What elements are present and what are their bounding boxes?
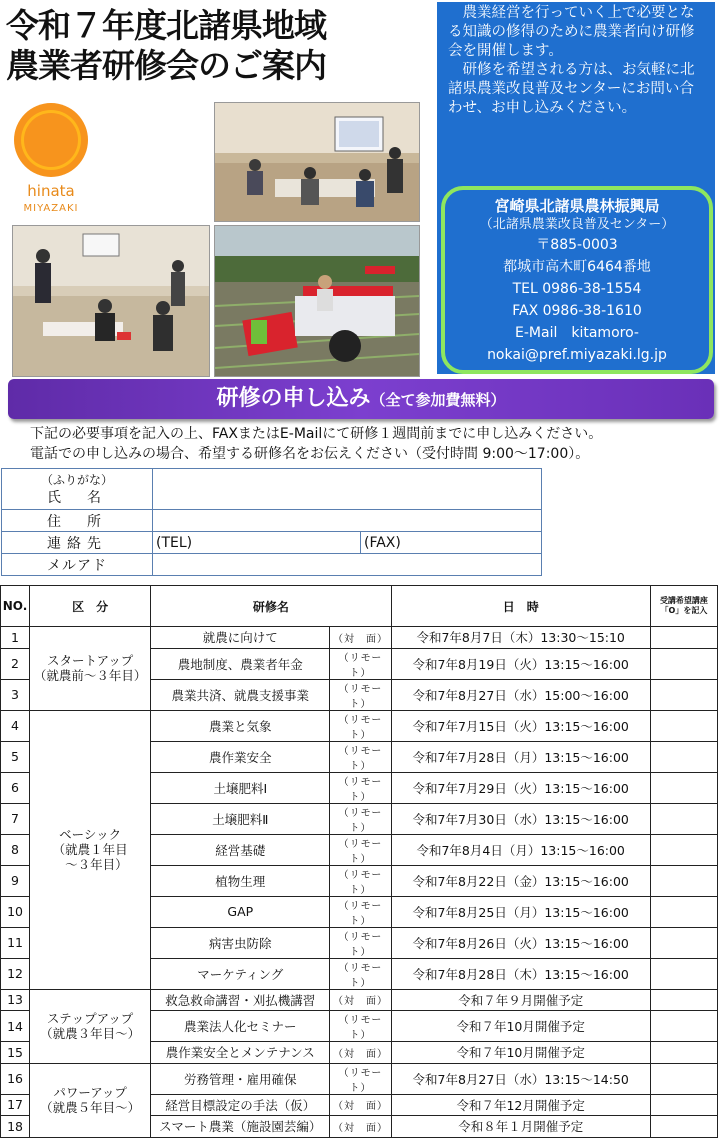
course-apply-cell[interactable] xyxy=(650,679,717,710)
course-mode: （リモート） xyxy=(330,865,391,896)
course-date: 令和７年９月開催予定 xyxy=(391,989,650,1011)
instructions xyxy=(30,424,710,464)
fax-field[interactable] xyxy=(361,532,542,554)
course-apply-cell[interactable] xyxy=(650,1011,717,1042)
course-date: 令和７年12月開催予定 xyxy=(391,1094,650,1116)
course-name: GAP xyxy=(151,896,330,927)
furigana-label: （ふりがな） xyxy=(40,473,113,487)
course-apply-cell[interactable] xyxy=(650,1116,717,1138)
course-name: 農作業安全とメンテナンス xyxy=(151,1042,330,1064)
mail-label: メルアド xyxy=(2,554,153,576)
fax-label: (FAX) xyxy=(364,534,401,551)
tel-label: (TEL) xyxy=(156,534,193,551)
course-no: 18 xyxy=(1,1116,30,1138)
svg-text:MIYAZAKI: MIYAZAKI xyxy=(23,203,79,214)
course-date: 令和7年7月28日（月）13:15〜16:00 xyxy=(391,741,650,772)
course-category: スタートアップ （就農前〜３年目） xyxy=(30,627,151,711)
banner-title: 研修の申し込み xyxy=(216,386,371,411)
course-name: 農業法人化セミナー xyxy=(151,1011,330,1042)
tel-field[interactable] xyxy=(153,532,361,554)
name-field[interactable] xyxy=(153,469,542,510)
title-line-2: 農業者研修会のご案内 xyxy=(6,46,326,85)
course-apply-cell[interactable] xyxy=(650,927,717,958)
course-name: 病害虫防除 xyxy=(151,927,330,958)
course-mode: （対 面） xyxy=(330,989,391,1011)
course-name: 土壌肥料Ⅱ xyxy=(151,803,330,834)
course-no: 3 xyxy=(1,679,30,710)
course-apply-cell[interactable] xyxy=(650,989,717,1011)
course-name: 土壌肥料Ⅰ xyxy=(151,772,330,803)
address-field[interactable] xyxy=(153,510,542,532)
course-apply-cell[interactable] xyxy=(650,1063,717,1094)
contact-email-2[interactable]: nokai@pref.miyazaki.lg.jp xyxy=(487,347,667,363)
course-mode: （リモート） xyxy=(330,927,391,958)
applicant-form xyxy=(1,468,542,576)
course-date: 令和８年１月開催予定 xyxy=(391,1116,650,1138)
course-mode: （リモート） xyxy=(330,896,391,927)
course-apply-cell[interactable] xyxy=(650,958,717,989)
course-mode: （対 面） xyxy=(330,1094,391,1116)
hinata-miyazaki-logo xyxy=(6,100,96,218)
course-date: 令和7年7月29日（火）13:15〜16:00 xyxy=(391,772,650,803)
course-no: 1 xyxy=(1,627,30,649)
intro-text xyxy=(448,4,706,118)
contact-org: 宮崎県北諸県農林振興局 xyxy=(494,197,660,215)
course-date: 令和7年7月15日（火）13:15〜16:00 xyxy=(391,710,650,741)
course-name: 農地制度、農業者年金 xyxy=(151,648,330,679)
course-no: 2 xyxy=(1,648,30,679)
course-row xyxy=(1,710,718,741)
course-no: 5 xyxy=(1,741,30,772)
course-name: スマート農業（施設園芸編） xyxy=(151,1116,330,1138)
course-no: 17 xyxy=(1,1094,30,1116)
course-date: 令和7年8月27日（水）15:00〜16:00 xyxy=(391,679,650,710)
contact-email-1[interactable]: E-Mail kitamoro- xyxy=(515,325,639,341)
course-apply-cell[interactable] xyxy=(650,865,717,896)
course-apply-cell[interactable] xyxy=(650,834,717,865)
course-no: 8 xyxy=(1,834,30,865)
course-row xyxy=(1,1063,718,1094)
course-no: 12 xyxy=(1,958,30,989)
course-apply-cell[interactable] xyxy=(650,803,717,834)
course-date: 令和7年8月27日（水）13:15〜14:50 xyxy=(391,1063,650,1094)
course-apply-cell[interactable] xyxy=(650,627,717,649)
course-date: 令和7年8月28日（木）13:15〜16:00 xyxy=(391,958,650,989)
rice-transplanter-photo xyxy=(214,225,420,377)
course-table xyxy=(0,585,718,1138)
course-mode: （対 面） xyxy=(330,627,391,649)
intro-paragraph-1: 農業経営を行っていく上で必要となる知識の修得のために農業者向け研修会を開催します。 xyxy=(448,5,695,59)
course-mode: （リモート） xyxy=(330,772,391,803)
header-no: NO. xyxy=(1,586,30,627)
course-name: 経営基礎 xyxy=(151,834,330,865)
first-aid-training-photo xyxy=(12,225,210,377)
course-mode: （リモート） xyxy=(330,834,391,865)
course-category: ステップアップ （就農３年目〜） xyxy=(30,989,151,1063)
course-date: 令和7年8月4日（月）13:15〜16:00 xyxy=(391,834,650,865)
course-no: 14 xyxy=(1,1011,30,1042)
course-row xyxy=(1,989,718,1011)
banner-note: （全て参加費無料） xyxy=(370,391,506,409)
course-name: 経営目標設定の手法（仮） xyxy=(151,1094,330,1116)
course-date: 令和７年10月開催予定 xyxy=(391,1011,650,1042)
course-mode: （リモート） xyxy=(330,1011,391,1042)
header-mark: 受講希望講座「O」を記入 xyxy=(650,586,717,627)
contact-label: 連絡先 xyxy=(2,532,153,554)
instructions-line-2: 電話での申し込みの場合、希望する研修名をお伝えください（受付時間 9:00〜17:00）。 xyxy=(30,446,590,462)
course-apply-cell[interactable] xyxy=(650,710,717,741)
course-date: 令和7年8月26日（火）13:15〜16:00 xyxy=(391,927,650,958)
course-name: 救急救命講習・刈払機講習 xyxy=(151,989,330,1011)
contact-sub: （北諸県農業改良普及センター） xyxy=(479,217,675,232)
course-no: 10 xyxy=(1,896,30,927)
course-table-body xyxy=(1,627,718,1138)
course-date: 令和7年8月7日（木）13:30〜15:10 xyxy=(391,627,650,649)
intro-paragraph-2: 研修を希望される方は、お気軽に北諸県農業改良普及センターにお問い合わせ、お申し込みください。 xyxy=(448,62,695,116)
course-name: 農業共済、就農支援事業 xyxy=(151,679,330,710)
course-no: 16 xyxy=(1,1063,30,1094)
course-no: 13 xyxy=(1,989,30,1011)
course-date: 令和7年8月22日（金）13:15〜16:00 xyxy=(391,865,650,896)
course-mode: （対 面） xyxy=(330,1116,391,1138)
header-course: 研修名 xyxy=(151,586,391,627)
contact-box xyxy=(441,186,713,374)
course-apply-cell[interactable] xyxy=(650,896,717,927)
course-name: 植物生理 xyxy=(151,865,330,896)
contact-address: 都城市高木町6464番地 xyxy=(503,259,651,275)
address-label: 住 所 xyxy=(2,510,153,532)
course-apply-cell[interactable] xyxy=(650,648,717,679)
course-no: 7 xyxy=(1,803,30,834)
course-apply-cell[interactable] xyxy=(650,741,717,772)
course-date: 令和7年8月19日（火）13:15〜16:00 xyxy=(391,648,650,679)
page-title xyxy=(6,6,436,86)
course-no: 4 xyxy=(1,710,30,741)
course-no: 15 xyxy=(1,1042,30,1064)
course-apply-cell[interactable] xyxy=(650,1042,717,1064)
contact-tel: TEL 0986-38-1554 xyxy=(512,281,642,297)
course-mode: （対 面） xyxy=(330,1042,391,1064)
course-category: パワーアップ （就農５年目〜） xyxy=(30,1063,151,1137)
application-banner xyxy=(8,379,714,419)
course-name: 農業と気象 xyxy=(151,710,330,741)
course-mode: （リモート） xyxy=(330,1063,391,1094)
course-no: 9 xyxy=(1,865,30,896)
name-label: 氏 名 xyxy=(47,490,107,506)
contact-postal: 〒885-0003 xyxy=(536,237,618,253)
course-mode: （リモート） xyxy=(330,741,391,772)
course-name: マーケティング xyxy=(151,958,330,989)
course-mode: （リモート） xyxy=(330,958,391,989)
course-apply-cell[interactable] xyxy=(650,1094,717,1116)
svg-text:hinata: hinata xyxy=(27,182,75,200)
course-category: ベーシック （就農１年目 〜３年目） xyxy=(30,710,151,989)
course-mode: （リモート） xyxy=(330,679,391,710)
header-date: 日 時 xyxy=(391,586,650,627)
course-mode: （リモート） xyxy=(330,648,391,679)
course-mode: （リモート） xyxy=(330,710,391,741)
course-no: 6 xyxy=(1,772,30,803)
course-date: 令和７年10月開催予定 xyxy=(391,1042,650,1064)
course-mode: （リモート） xyxy=(330,803,391,834)
header-category: 区 分 xyxy=(30,586,151,627)
course-name: 就農に向けて xyxy=(151,627,330,649)
contact-fax: FAX 0986-38-1610 xyxy=(512,303,642,319)
course-date: 令和7年8月25日（月）13:15〜16:00 xyxy=(391,896,650,927)
course-no: 11 xyxy=(1,927,30,958)
course-apply-cell[interactable] xyxy=(650,772,717,803)
course-name: 農作業安全 xyxy=(151,741,330,772)
course-row xyxy=(1,627,718,649)
mail-field[interactable] xyxy=(153,554,542,576)
classroom-photo xyxy=(214,102,420,222)
course-date: 令和7年7月30日（水）13:15〜16:00 xyxy=(391,803,650,834)
course-name: 労務管理・雇用確保 xyxy=(151,1063,330,1094)
name-label-cell xyxy=(2,469,153,510)
instructions-line-1: 下記の必要事項を記入の上、FAXまたはE-Mailにて研修１週間前までに申し込みください。 xyxy=(30,426,603,442)
title-line-1: 令和７年度北諸県地域 xyxy=(6,6,326,45)
